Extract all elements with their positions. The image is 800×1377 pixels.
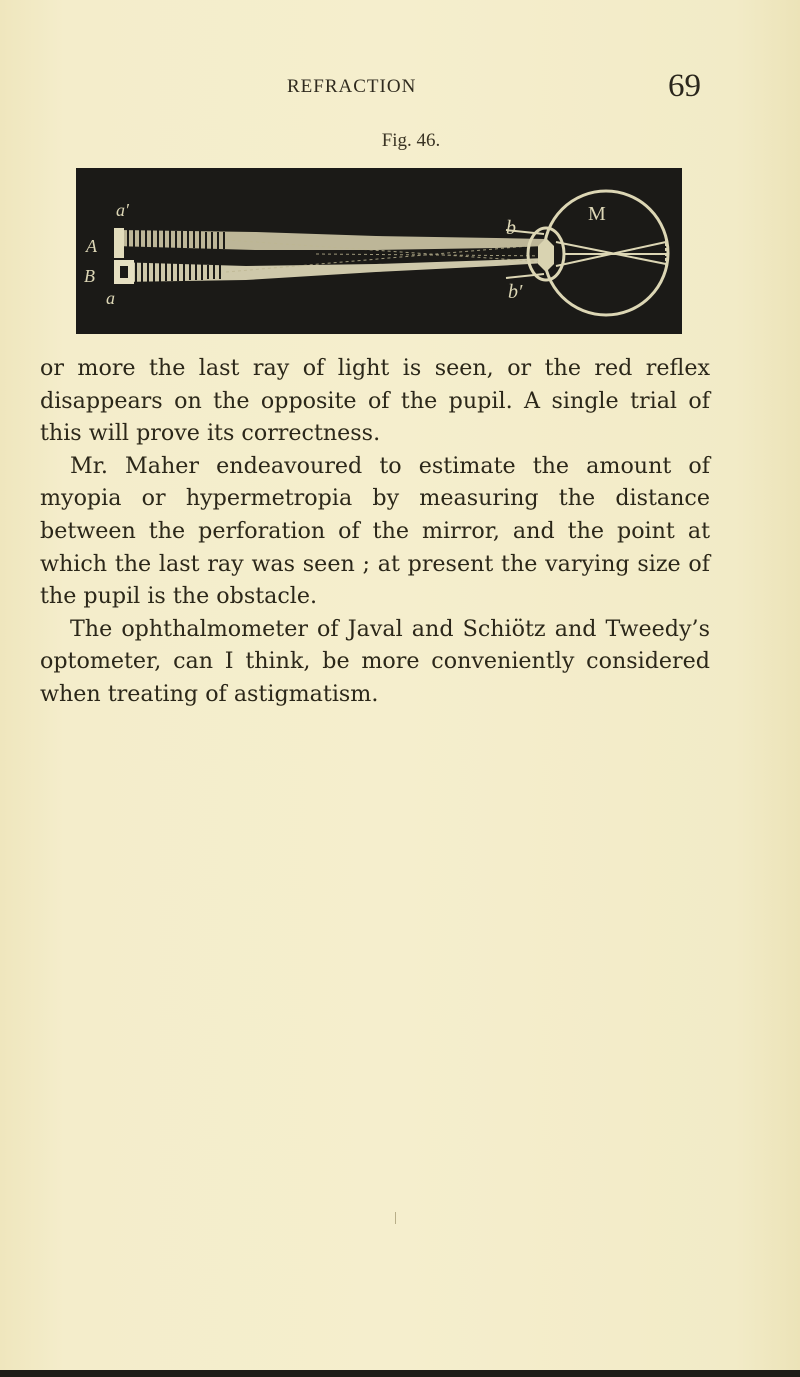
body-text bbox=[40, 352, 710, 711]
running-head bbox=[0, 68, 800, 108]
label-b-prime: b′ bbox=[508, 281, 523, 303]
label-a-prime: a′ bbox=[116, 200, 129, 220]
paragraph-ophthalmometer: The ophthalmometer of Javal and Schiötz and Tweedy’s optometer, can I think, be more conveniently considered when treating of astigmatism. bbox=[40, 615, 710, 707]
label-A: A bbox=[86, 236, 97, 256]
label-M: M bbox=[588, 203, 606, 225]
paragraph-continuation: or more the last ray of light is seen, or the red reflex disappears on the opposite of the pupil. A single trial of this will prove its correctness. bbox=[40, 355, 710, 447]
label-B: B bbox=[84, 266, 95, 286]
running-head-title: REFRACTION bbox=[287, 76, 417, 97]
figure-46-illustration bbox=[76, 168, 682, 334]
page-number: 69 bbox=[668, 68, 701, 104]
label-b: b bbox=[506, 217, 516, 239]
label-a: a bbox=[106, 288, 115, 308]
page-bottom-edge bbox=[0, 1370, 800, 1377]
stray-mark bbox=[395, 1212, 396, 1224]
figure-caption: Fig. 46. bbox=[381, 130, 441, 151]
paragraph-maher: Mr. Maher endeavoured to estimate the amount of myopia or hypermetropia by measuring the distance between the perforation of the mirror, and the point at which the last ray was seen ; at present the varying size of the pupil is the obstacle. bbox=[40, 452, 710, 610]
